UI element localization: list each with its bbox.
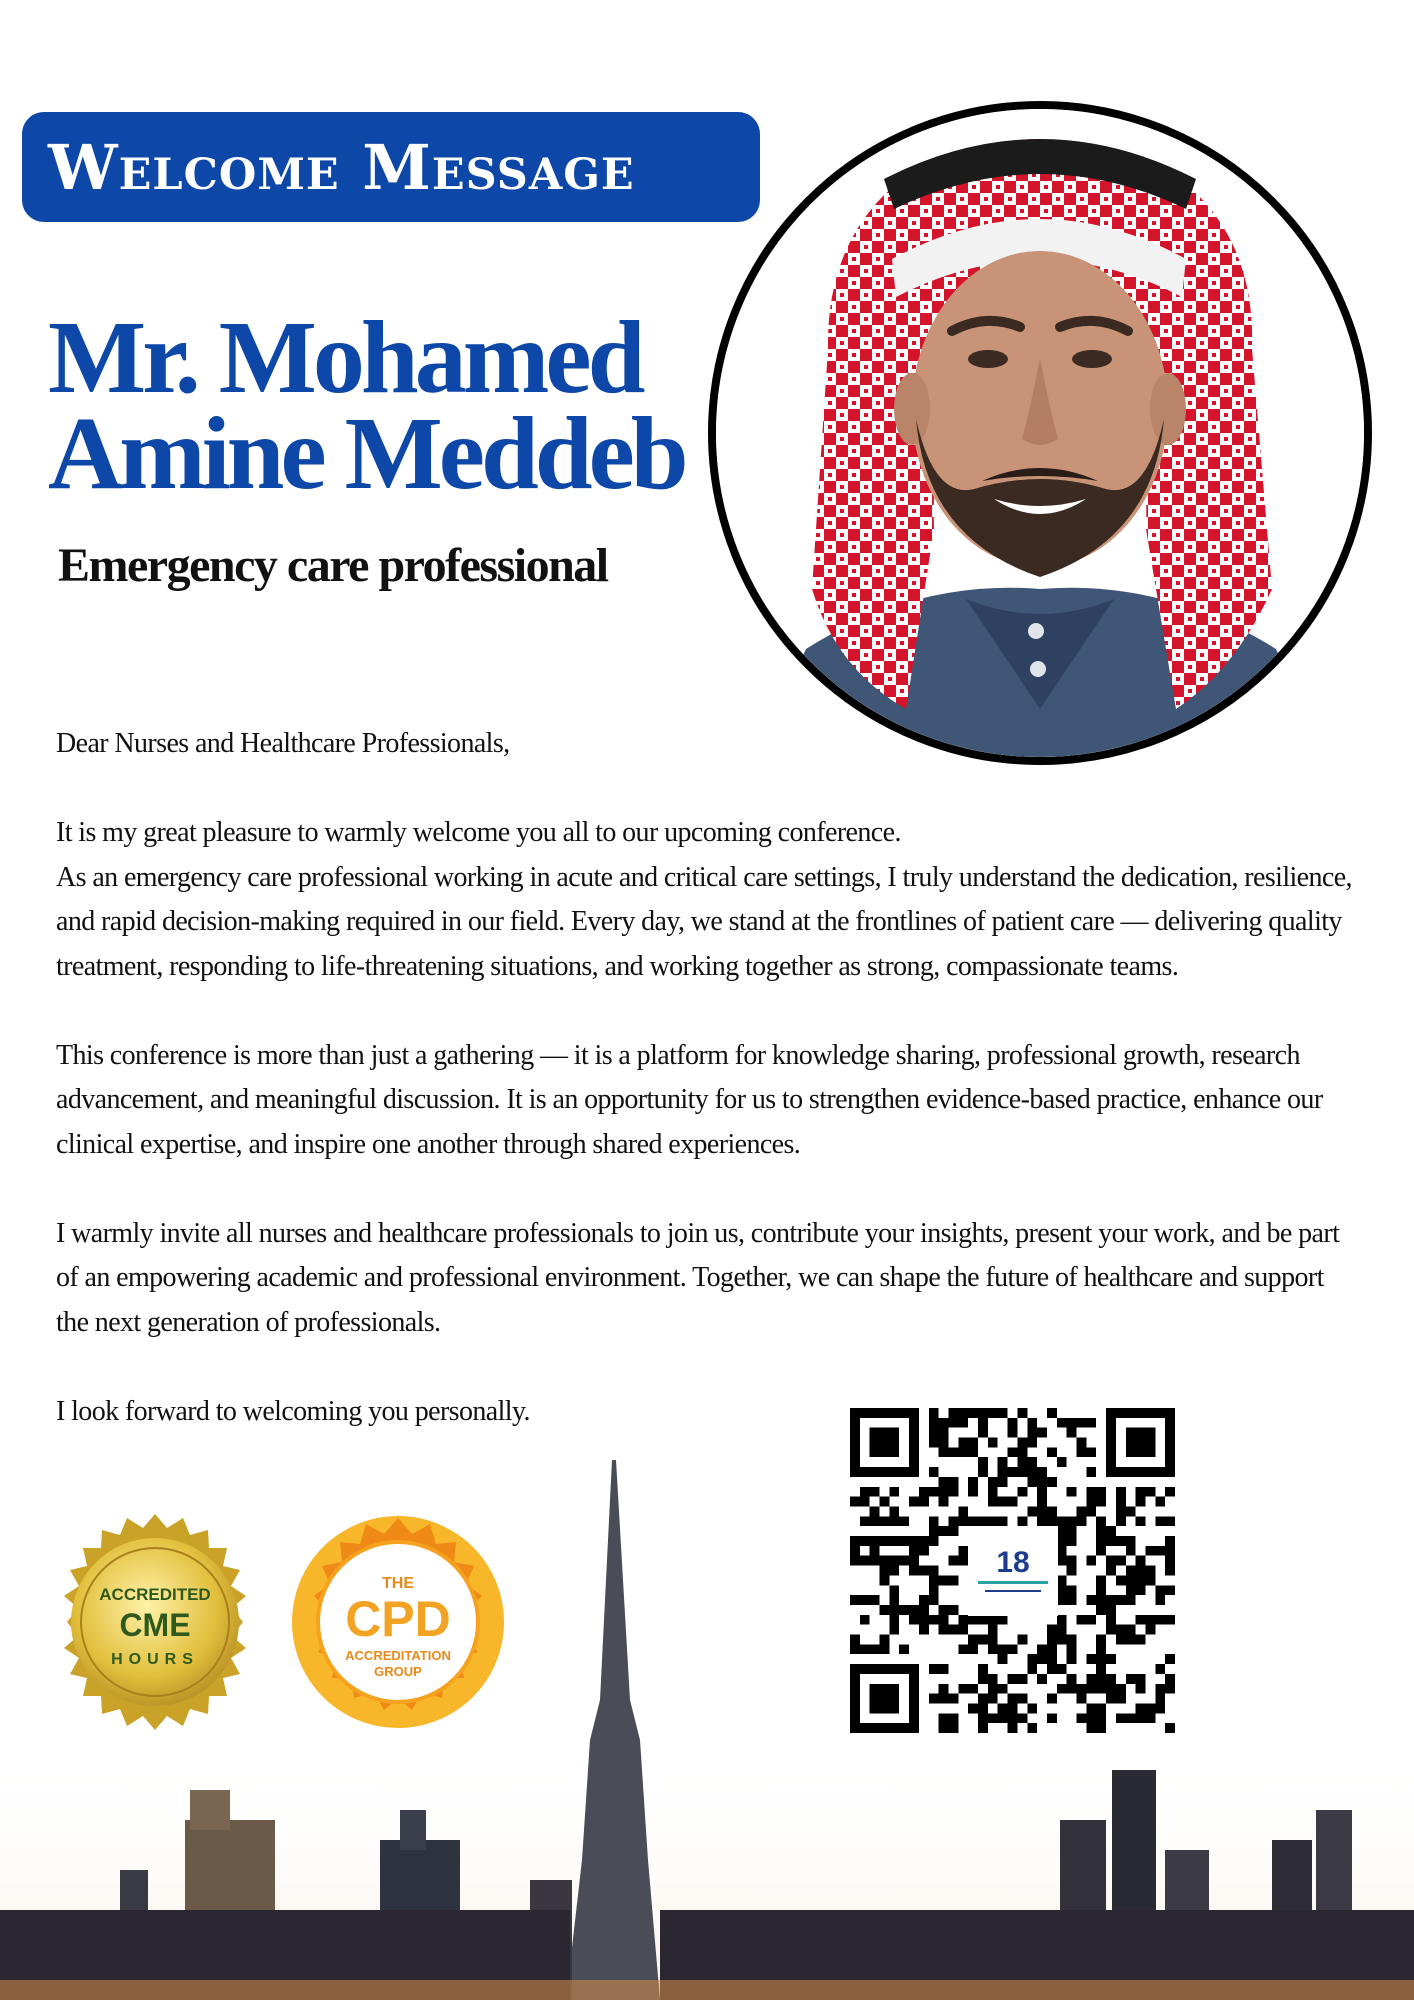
- qr-logo-subline: [985, 1590, 1041, 1592]
- cpd-badge-line4: GROUP: [374, 1664, 422, 1679]
- letter-salutation: Dear Nurses and Healthcare Professionals,: [56, 728, 510, 759]
- qr-center-logo: [968, 1526, 1058, 1616]
- speaker-name-line2: Amine Meddeb: [48, 396, 685, 511]
- speaker-name-line1: Mr. Mohamed: [48, 300, 642, 415]
- qr-logo-number: 18: [996, 1545, 1030, 1579]
- portrait-illustration: [716, 109, 1364, 757]
- banner-title: Welcome Message: [48, 130, 635, 204]
- cme-badge-line1: ACCREDITED: [99, 1585, 211, 1604]
- cpd-badge-line2: CPD: [345, 1591, 451, 1647]
- cpd-badge-line1: THE: [382, 1575, 414, 1592]
- cme-badge-line2: CME: [119, 1607, 191, 1643]
- letter-paragraph-2: As an emergency care professional working in acute and critical care settings, I truly understand the dedication, resilience, and rapid decision-making required in our field. Every day, we stand at the frontlines of patient care — delivering quality treatment, responding to life-threatening situations, and working together as strong, compassionate teams.: [56, 861, 1352, 982]
- registration-qr-code[interactable]: [850, 1408, 1175, 1733]
- welcome-letter: [56, 722, 1356, 1479]
- welcome-banner: [22, 112, 760, 222]
- letter-paragraph-4: I warmly invite all nurses and healthcare professionals to join us, contribute your insights, present your work, and be part of an empowering academic and professional environment. Together, we can shape the future of healthcare and support the next generation of professionals.: [56, 1217, 1340, 1338]
- cme-badge-line3: HOURS: [111, 1651, 199, 1668]
- cpd-badge-line3: ACCREDITATION: [345, 1648, 451, 1663]
- accredited-cme-hours-badge: [45, 1512, 265, 1732]
- speaker-role: Emergency care professional: [58, 539, 608, 592]
- letter-closing: I look forward to welcoming you personally.: [56, 1395, 530, 1427]
- cpd-accreditation-badge: [288, 1512, 508, 1732]
- letter-paragraph-1: It is my great pleasure to warmly welcome you all to our upcoming conference.: [56, 817, 901, 848]
- speaker-name: [48, 300, 708, 511]
- qr-logo-line: [978, 1581, 1048, 1584]
- speaker-portrait: [708, 101, 1372, 765]
- letter-paragraph-3: This conference is more than just a gathering — it is a platform for knowledge sharing, professional growth, research advancement, and meaningful discussion. It is an opportunity for us to strengthen evidence-based practice, enhance our clinical expertise, and inspire one another through shared experiences.: [56, 1039, 1323, 1160]
